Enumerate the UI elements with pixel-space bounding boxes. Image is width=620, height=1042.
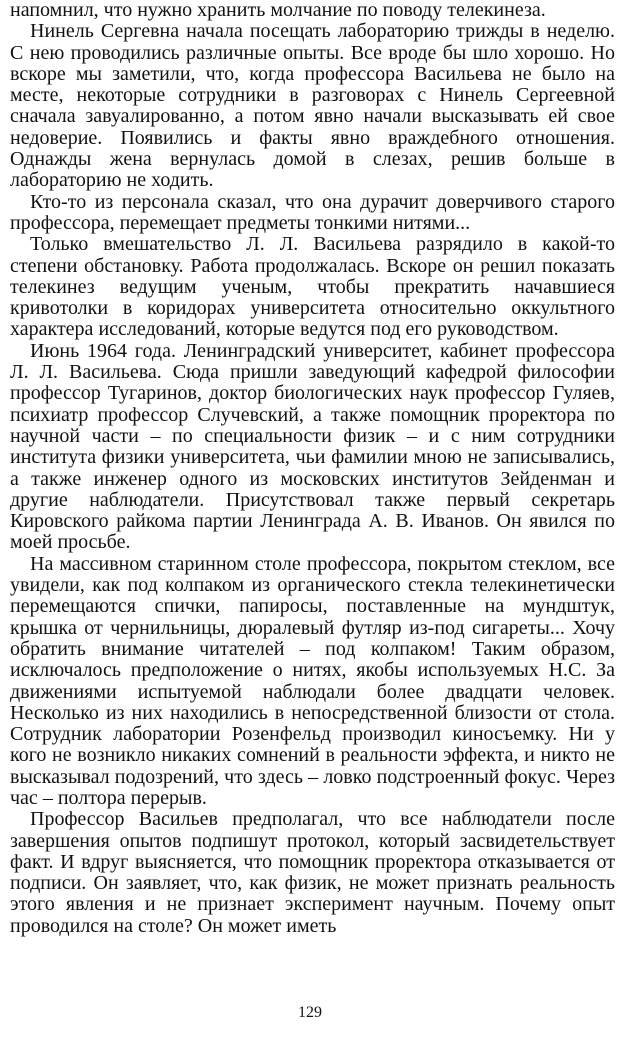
paragraph: Кто-то из персонала сказал, что она дурачит доверчивого старого профессора, перемещает предметы тонкими нитями... — [10, 190, 615, 234]
paragraph-continuation: напомнил, что нужно хранить молчание по поводу телекинеза. — [10, 0, 546, 21]
paragraph: На массивном старинном столе профессора, покрытом стеклом, все увидели, как под колпаком из органического стекла телекинетически перемещаются спички, папиросы, поставленные на мундштук, крышка от чернильницы, дюралевый футляр из-под сигареты... Хочу обратить внимание читателей – под колпаком! Таким образом, исключалось предположение о нитях, якобы используемых Н.С. За движениями испытуемой наблюдали более двадцати человек. Несколько из них находились в непосредственной близости от стола. Сотрудник лаборатории Розенфельд производил киносъемку. Ни у кого не возникло никаких сомнений в реальности эффекта, и никто не высказывал подозрений, что здесь – ловко подстроенный фокус. Через час – полтора перерыв. — [10, 552, 615, 809]
book-page-text — [10, 0, 615, 937]
page-number: 129 — [298, 1004, 322, 1021]
paragraph: Только вмешательство Л. Л. Васильева разрядило в какой-то степени обстановку. Работа продолжалась. Вскоре он решил показать телекинез ведущим ученым, чтобы прекратить начавшиеся кривотолки в коридорах университета относительно оккультного характера исследований, которые ведутся под его руководством. — [10, 233, 615, 341]
paragraph: Июнь 1964 года. Ленинградский университет, кабинет профессора Л. Л. Васильева. Сюда пришли заведующий кафедрой философии профессор Тугаринов, доктор биологических наук профессор Гуляев, психиатр профессор Случевский, а также помощник проректора по научной части – по специальности физик – и с ним сотрудники института физики университета, чьи фамилии мною не записывались, а также инженер одного из московских институтов Зейденман и другие наблюдатели. Присутствовал также первый секретарь Кировского райкома партии Ленинграда А. В. Иванов. Он явился по моей просьбе. — [10, 339, 615, 554]
paragraph: Профессор Васильев предполагал, что все наблюдатели после завершения опытов подпишут протокол, который засвидетельствует факт. И вдруг выясняется, что помощник проректора отказывается от подписи. Он заявляет, что, как физик, не может признать реальность этого явления и не признает эксперимент научным. Почему опыт проводился на столе? Он может иметь — [10, 808, 615, 937]
paragraph: Нинель Сергевна начала посещать лабораторию трижды в неделю. С нею проводились различные опыты. Все вроде бы шло хорошо. Но вскоре мы заметили, что, когда профессора Васильева не было на месте, некоторые сотрудники в разговорах с Нинель Сергеевной сначала завуалированно, а потом явно начали высказывать ей свое недоверие. Появились и факты явно враждебного отношения. Однажды жена вернулась домой в слезах, решив больше в лабораторию не ходить. — [10, 20, 615, 192]
